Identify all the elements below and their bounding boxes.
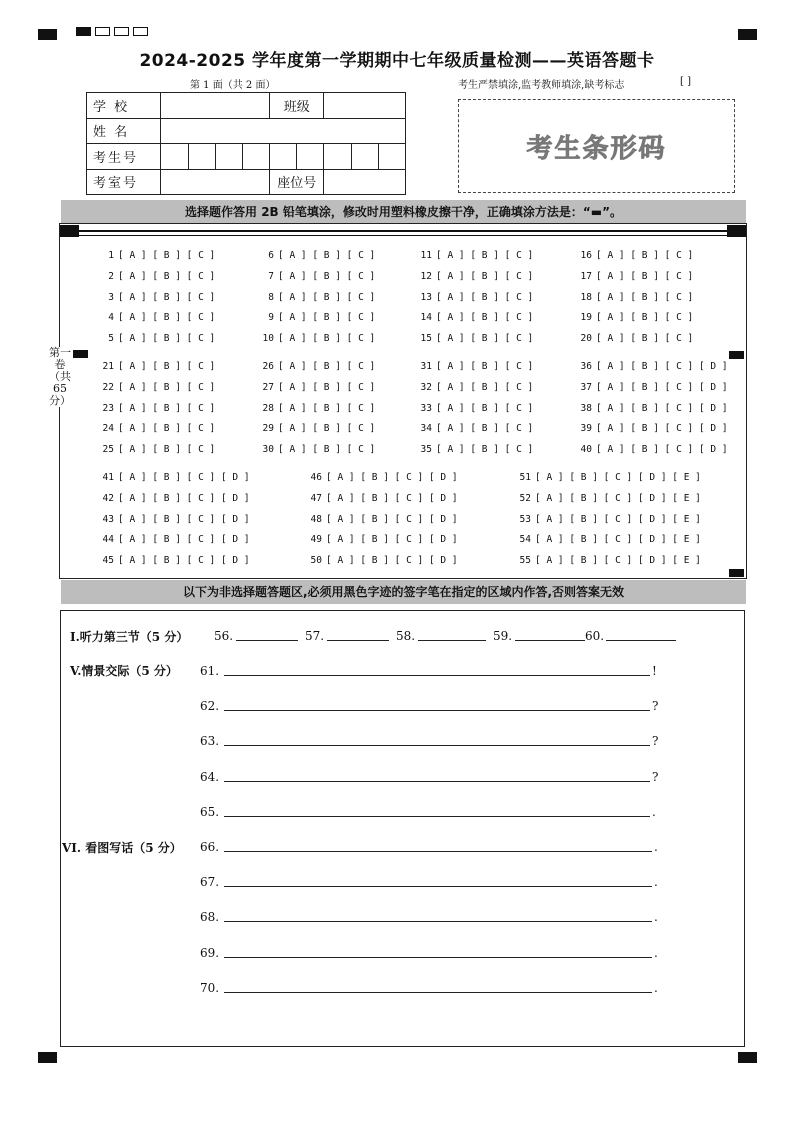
mc-question-row[interactable] — [570, 312, 693, 323]
sentence-end-punctuation: . — [654, 840, 658, 854]
mc-question-row[interactable] — [410, 361, 533, 372]
mc-answer-options[interactable]: [ A ] [ B ] [ C ] [ D ] — [118, 472, 250, 483]
mc-question-number: 39 — [580, 423, 592, 435]
answer-number: 56. — [214, 629, 234, 643]
answer-line[interactable] — [224, 662, 650, 676]
mc-answer-options[interactable]: [ A ] [ B ] [ C ] [ D ] — [118, 492, 250, 504]
mc-question-row[interactable] — [410, 403, 533, 414]
mc-answer-options[interactable]: [ A ] [ B ] [ C ] — [118, 402, 216, 414]
page-number-note: 第 1 面（共 2 面） — [190, 80, 276, 91]
mc-question-row[interactable] — [410, 250, 533, 261]
mc-answer-options[interactable]: [ A ] [ B ] [ C ] — [118, 270, 216, 282]
divider — [78, 235, 734, 236]
exam-number-digit[interactable] — [161, 144, 188, 170]
sentence-end-punctuation: . — [654, 875, 658, 890]
mc-question-number: 40 — [580, 444, 592, 456]
mc-question-row[interactable] — [570, 382, 728, 393]
mc-question-row[interactable] — [92, 534, 250, 545]
picture-writing-section-title: VI. 看图写话（5 分） — [62, 841, 182, 855]
mc-question-number: 27 — [262, 381, 274, 393]
answer-line[interactable] — [606, 627, 676, 641]
mc-question-number: 25 — [102, 444, 114, 456]
mc-question-row[interactable] — [252, 403, 375, 414]
mc-answer-options[interactable]: [ A ] [ B ] [ C ] — [596, 312, 694, 324]
mc-answer-options[interactable]: [ A ] [ B ] [ C ] — [436, 423, 534, 435]
mc-question-number: 42 — [102, 492, 114, 504]
mc-question-number: 47 — [310, 492, 322, 504]
mc-answer-options[interactable]: [ A ] [ B ] [ C ] [ D ] [ E ] — [535, 472, 701, 483]
page-index-box — [133, 27, 148, 36]
mc-answer-options[interactable]: [ A ] [ B ] [ C ] [ D ] — [596, 381, 728, 393]
room-label: 考室号 — [87, 169, 161, 195]
mc-question-number: 32 — [420, 381, 432, 393]
mc-question-row[interactable] — [92, 514, 250, 525]
mc-question-number: 30 — [262, 444, 274, 456]
mc-question-row[interactable] — [570, 361, 728, 372]
answer-line[interactable] — [224, 803, 650, 817]
mc-answer-options[interactable]: [ A ] [ B ] [ C ] [ D ] [ E ] — [535, 534, 701, 546]
mc-question-number: 7 — [268, 270, 274, 282]
answer-line[interactable] — [418, 627, 486, 641]
answer-line[interactable] — [236, 627, 298, 641]
mc-question-row[interactable] — [252, 312, 375, 323]
mc-answer-options[interactable]: [ A ] [ B ] [ C ] — [436, 402, 534, 414]
mc-question-row[interactable] — [410, 271, 533, 282]
sentence-end-punctuation: ? — [652, 769, 659, 784]
mc-answer-options[interactable]: [ A ] [ B ] [ C ] — [118, 250, 216, 261]
mc-question-row[interactable] — [252, 271, 375, 282]
sentence-end-punctuation: . — [652, 804, 656, 819]
mc-answer-options[interactable]: [ A ] [ B ] [ C ] [ D ] — [596, 423, 728, 435]
mc-question-number: 9 — [268, 312, 274, 324]
mc-question-row[interactable] — [92, 423, 215, 434]
barcode-area — [458, 99, 735, 193]
part-one-side-label: 第一卷（共65分） — [49, 346, 71, 407]
mc-question-row[interactable] — [300, 555, 458, 566]
mc-question-row[interactable] — [410, 292, 533, 303]
student-info-table — [86, 92, 406, 195]
mc-question-number: 31 — [420, 361, 432, 372]
written-answer-instruction: 以下为非选择题答题区,必须用黑色字迹的签字笔在指定的区域内作答,否则答案无效 — [61, 580, 746, 604]
mc-question-number: 35 — [420, 444, 432, 456]
mc-question-number: 54 — [519, 534, 531, 546]
corner-mark-bottom-right — [738, 1052, 757, 1063]
sentence-end-punctuation: ? — [652, 734, 659, 749]
mc-answer-options[interactable]: [ A ] [ B ] [ C ] — [596, 270, 694, 282]
answer-line[interactable] — [224, 697, 650, 711]
sentence-end-punctuation: ? — [652, 699, 659, 714]
mc-question-row[interactable] — [410, 423, 533, 434]
mc-answer-options[interactable]: [ A ] [ B ] [ C ] — [278, 361, 376, 372]
answer-line[interactable] — [224, 732, 650, 746]
school-field[interactable] — [161, 93, 270, 119]
answer-line[interactable] — [224, 944, 652, 958]
alignment-mark — [73, 350, 88, 358]
answer-number: 59. — [493, 629, 513, 643]
mc-answer-options[interactable]: [ A ] [ B ] [ C ] [ D ] — [326, 513, 458, 525]
mc-question-row[interactable] — [92, 382, 215, 393]
mc-question-number: 13 — [420, 291, 432, 303]
page-title: 2024-2025 学年度第一学期期中七年级质量检测——英语答题卡 — [139, 51, 655, 71]
answer-line[interactable] — [515, 627, 585, 641]
mc-question-row[interactable] — [509, 493, 701, 504]
mc-question-row[interactable] — [570, 292, 693, 303]
answer-number: 63. — [200, 734, 220, 749]
mc-answer-options[interactable]: [ A ] [ B ] [ C ] — [278, 402, 376, 414]
mc-question-row[interactable] — [92, 333, 215, 344]
mc-answer-options[interactable]: [ A ] [ B ] [ C ] [ D ] — [596, 444, 728, 456]
mc-question-row[interactable] — [570, 423, 728, 434]
mc-answer-options[interactable]: [ A ] [ B ] [ C ] [ D ] [ E ] — [535, 555, 701, 567]
mc-answer-options[interactable]: [ A ] [ B ] [ C ] [ D ] — [118, 534, 250, 546]
mc-question-row[interactable] — [92, 250, 215, 261]
mc-answer-options[interactable]: [ A ] [ B ] [ C ] — [278, 250, 376, 261]
mc-answer-options[interactable]: [ A ] [ B ] [ C ] — [118, 423, 216, 435]
mc-answer-options[interactable]: [ A ] [ B ] [ C ] — [278, 423, 376, 435]
mc-answer-options[interactable]: [ A ] [ B ] [ C ] [ D ] — [326, 472, 458, 483]
mc-question-number: 48 — [310, 513, 322, 525]
mc-answer-options[interactable]: [ A ] [ B ] [ C ] — [118, 381, 216, 393]
mc-question-number: 19 — [580, 312, 592, 324]
answer-line[interactable] — [224, 908, 652, 922]
answer-line[interactable] — [224, 979, 652, 993]
mc-question-number: 8 — [268, 291, 274, 303]
answer-number: 61. — [200, 664, 220, 678]
exam-number-digit[interactable] — [378, 144, 405, 170]
mc-question-number: 33 — [420, 402, 432, 414]
mc-question-number: 53 — [519, 513, 531, 525]
absence-flag-box[interactable]: [ ] — [680, 76, 691, 87]
mc-answer-options[interactable]: [ A ] [ B ] [ C ] — [436, 291, 534, 303]
mc-answer-options[interactable]: [ A ] [ B ] [ C ] — [436, 312, 534, 324]
answer-number: 58. — [396, 629, 416, 643]
mc-question-number: 37 — [580, 381, 592, 393]
exam-number-digit[interactable] — [242, 144, 269, 170]
mc-question-number: 14 — [420, 312, 432, 324]
mc-question-number: 34 — [420, 423, 432, 435]
exam-number-digit[interactable] — [270, 144, 297, 170]
answer-number: 68. — [200, 910, 220, 925]
name-field[interactable] — [161, 118, 406, 144]
mc-question-number: 38 — [580, 402, 592, 414]
mc-question-number: 15 — [420, 333, 432, 345]
mc-question-row[interactable] — [300, 534, 458, 545]
mc-question-row[interactable] — [570, 333, 693, 344]
mc-question-row[interactable] — [92, 312, 215, 323]
answer-number: 69. — [200, 945, 220, 960]
mc-question-number: 50 — [310, 555, 322, 567]
mc-answer-options[interactable]: [ A ] [ B ] [ C ] — [596, 291, 694, 303]
sentence-end-punctuation: . — [654, 945, 658, 960]
exam-number-digit[interactable] — [215, 144, 242, 170]
corner-mark-top-left — [38, 29, 57, 40]
mc-question-row[interactable] — [92, 361, 215, 372]
situational-section-title: V.情景交际（5 分） — [70, 664, 178, 678]
exam-number-digit[interactable] — [324, 144, 351, 170]
mc-question-row[interactable] — [252, 444, 375, 455]
barcode-label: 考生条形码 — [526, 133, 667, 164]
answer-line[interactable] — [224, 873, 652, 887]
mc-answer-options[interactable]: [ A ] [ B ] [ C ] [ D ] [ E ] — [535, 492, 701, 504]
answer-line[interactable] — [224, 838, 652, 852]
mc-answer-options[interactable]: [ A ] [ B ] [ C ] — [596, 250, 694, 261]
mc-answer-options[interactable]: [ A ] [ B ] [ C ] — [278, 270, 376, 282]
mc-question-number: 45 — [102, 555, 114, 567]
mc-question-number: 51 — [519, 472, 531, 483]
mc-question-row[interactable] — [92, 292, 215, 303]
sentence-end-punctuation: . — [654, 910, 658, 925]
mc-question-number: 10 — [262, 333, 274, 345]
mc-question-number: 12 — [420, 270, 432, 282]
mc-answer-options[interactable]: [ A ] [ B ] [ C ] — [118, 312, 216, 324]
alignment-mark — [727, 225, 746, 237]
mc-answer-options[interactable]: [ A ] [ B ] [ C ] — [436, 444, 534, 456]
answer-line[interactable] — [327, 627, 389, 641]
mc-question-number: 18 — [580, 291, 592, 303]
mc-answer-options[interactable]: [ A ] [ B ] [ C ] — [118, 333, 216, 345]
answer-line[interactable] — [224, 768, 650, 782]
mc-answer-options[interactable]: [ A ] [ B ] [ C ] [ D ] — [326, 492, 458, 504]
page-index-box — [95, 27, 110, 36]
mc-question-number: 23 — [102, 402, 114, 414]
answer-number: 67. — [200, 875, 220, 890]
mc-question-number: 26 — [262, 361, 274, 372]
mc-question-number: 5 — [108, 333, 114, 345]
page-index-box — [114, 27, 129, 36]
answer-number: 70. — [200, 980, 220, 995]
mc-question-row[interactable] — [570, 271, 693, 282]
exam-number-label: 考生号 — [87, 144, 161, 170]
mc-answer-options[interactable]: [ A ] [ B ] [ C ] [ D ] — [118, 513, 250, 525]
mc-question-row[interactable] — [410, 333, 533, 344]
alignment-mark — [60, 225, 79, 237]
mc-question-row[interactable] — [252, 361, 375, 372]
answer-number: 62. — [200, 699, 220, 714]
school-label: 学 校 — [87, 93, 161, 119]
mc-answer-options[interactable]: [ A ] [ B ] [ C ] — [436, 361, 534, 372]
mc-question-row[interactable] — [92, 555, 250, 566]
mc-question-number: 20 — [580, 333, 592, 345]
absence-warning-note: 考生严禁填涂,监考教师填涂,缺考标志 — [458, 80, 625, 91]
mc-question-row[interactable] — [92, 493, 250, 504]
mc-question-number: 17 — [580, 270, 592, 282]
seat-field[interactable] — [324, 169, 406, 195]
mc-question-number: 21 — [102, 361, 114, 372]
mc-question-row[interactable] — [300, 472, 458, 483]
mc-answer-options[interactable]: [ A ] [ B ] [ C ] — [278, 333, 376, 345]
mc-question-number: 11 — [420, 250, 432, 261]
sentence-end-punctuation: . — [654, 980, 658, 995]
mc-question-number: 1 — [108, 250, 114, 261]
listening-section-title: I.听力第三节（5 分） — [70, 630, 189, 644]
multiple-choice-instruction: 选择题作答用 2B 铅笔填涂，修改时用塑料橡皮擦干净，正确填涂方法是：“▬”。 — [61, 200, 746, 224]
class-label: 班级 — [270, 93, 324, 119]
mc-answer-options[interactable]: [ A ] [ B ] [ C ] [ D ] — [118, 555, 250, 567]
exam-number-digit[interactable] — [297, 144, 324, 170]
answer-number: 64. — [200, 769, 220, 784]
mc-answer-options[interactable]: [ A ] [ B ] [ C ] — [118, 361, 216, 372]
answer-number: 66. — [200, 840, 220, 854]
mc-question-row[interactable] — [410, 444, 533, 455]
exam-number-digit[interactable] — [188, 144, 215, 170]
mc-question-row[interactable] — [252, 382, 375, 393]
mc-answer-options[interactable]: [ A ] [ B ] [ C ] [ D ] — [596, 361, 728, 372]
mc-question-row[interactable] — [570, 403, 728, 414]
mc-answer-options[interactable]: [ A ] [ B ] [ C ] — [278, 381, 376, 393]
mc-question-row[interactable] — [92, 403, 215, 414]
mc-question-row[interactable] — [570, 250, 693, 261]
page-index-mark — [76, 27, 91, 36]
mc-answer-options[interactable]: [ A ] [ B ] [ C ] [ D ] — [326, 555, 458, 567]
mc-question-row[interactable] — [92, 472, 250, 483]
mc-answer-options[interactable]: [ A ] [ B ] [ C ] [ D ] [ E ] — [535, 513, 701, 525]
mc-question-number: 6 — [268, 250, 274, 261]
mc-question-number: 36 — [580, 361, 592, 372]
mc-question-number: 4 — [108, 312, 114, 324]
mc-answer-options[interactable]: [ A ] [ B ] [ C ] — [118, 444, 216, 456]
alignment-mark — [729, 351, 744, 359]
mc-question-number: 43 — [102, 513, 114, 525]
mc-answer-options[interactable]: [ A ] [ B ] [ C ] — [278, 312, 376, 324]
name-label: 姓 名 — [87, 118, 161, 144]
corner-mark-top-right — [738, 29, 757, 40]
mc-question-row[interactable] — [92, 444, 215, 455]
mc-question-number: 41 — [102, 472, 114, 483]
answer-number: 60. — [585, 629, 605, 643]
mc-question-number: 44 — [102, 534, 114, 546]
mc-answer-options[interactable]: [ A ] [ B ] [ C ] [ D ] — [596, 402, 728, 414]
mc-question-number: 29 — [262, 423, 274, 435]
mc-question-row[interactable] — [300, 514, 458, 525]
mc-question-row[interactable] — [252, 292, 375, 303]
mc-question-row[interactable] — [410, 312, 533, 323]
seat-label: 座位号 — [270, 169, 324, 195]
mc-answer-options[interactable]: [ A ] [ B ] [ C ] — [118, 291, 216, 303]
class-field[interactable] — [324, 93, 406, 119]
mc-question-number: 22 — [102, 381, 114, 393]
mc-answer-options[interactable]: [ A ] [ B ] [ C ] [ D ] — [326, 534, 458, 546]
mc-question-row[interactable] — [570, 444, 728, 455]
mc-question-row[interactable] — [252, 423, 375, 434]
mc-question-row[interactable] — [410, 382, 533, 393]
mc-answer-options[interactable]: [ A ] [ B ] [ C ] — [278, 444, 376, 456]
mc-question-row[interactable] — [509, 514, 701, 525]
mc-question-row[interactable] — [252, 250, 375, 261]
mc-answer-options[interactable]: [ A ] [ B ] [ C ] — [278, 291, 376, 303]
exam-number-digit[interactable] — [351, 144, 378, 170]
divider — [78, 230, 734, 232]
mc-question-number: 16 — [580, 250, 592, 261]
mc-answer-options[interactable]: [ A ] [ B ] [ C ] — [436, 270, 534, 282]
mc-question-row[interactable] — [509, 472, 701, 483]
mc-question-number: 55 — [519, 555, 531, 567]
mc-question-row[interactable] — [509, 534, 701, 545]
mc-answer-options[interactable]: [ A ] [ B ] [ C ] — [436, 381, 534, 393]
mc-question-number: 3 — [108, 291, 114, 303]
mc-question-number: 24 — [102, 423, 114, 435]
mc-question-number: 2 — [108, 270, 114, 282]
mc-answer-options[interactable]: [ A ] [ B ] [ C ] — [596, 333, 694, 345]
mc-answer-options[interactable]: [ A ] [ B ] [ C ] — [436, 333, 534, 345]
mc-question-row[interactable] — [252, 333, 375, 344]
answer-number: 57. — [305, 629, 325, 643]
mc-question-row[interactable] — [509, 555, 701, 566]
alignment-mark — [729, 569, 744, 577]
answer-number: 65. — [200, 804, 220, 819]
mc-question-number: 46 — [310, 472, 322, 483]
room-field[interactable] — [161, 169, 270, 195]
sentence-end-punctuation: ! — [652, 664, 657, 678]
mc-question-row[interactable] — [92, 271, 215, 282]
mc-answer-options[interactable]: [ A ] [ B ] [ C ] — [436, 250, 534, 261]
mc-question-number: 28 — [262, 402, 274, 414]
mc-question-number: 49 — [310, 534, 322, 546]
mc-question-row[interactable] — [300, 493, 458, 504]
corner-mark-bottom-left — [38, 1052, 57, 1063]
mc-question-number: 52 — [519, 492, 531, 504]
